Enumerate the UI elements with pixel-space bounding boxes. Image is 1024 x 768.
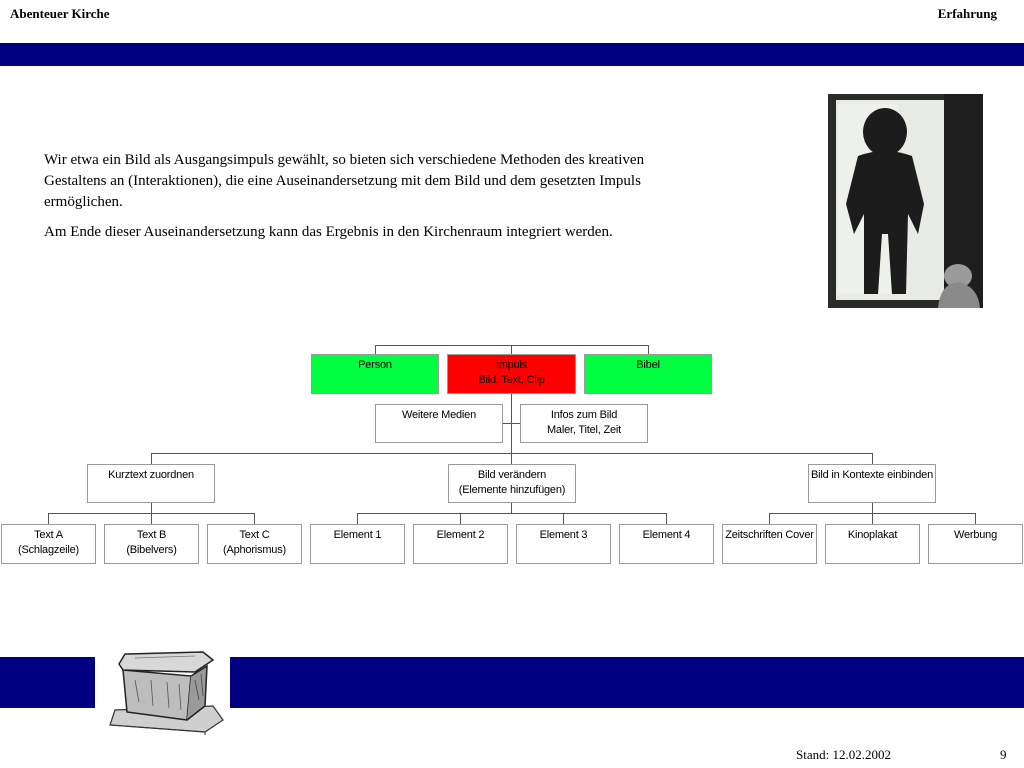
page-number: 9 (1000, 747, 1007, 762)
node-bild-in-kontexte-label: Bild in Kontexte einbinden (810, 469, 933, 481)
node-element-3 (516, 524, 611, 564)
node-werbung (928, 524, 1023, 564)
node-bibel (584, 354, 712, 394)
paragraph-2: Am Ende dieser Auseinandersetzung kann das Ergebnis in den Kirchenraum integriert werden. (44, 224, 613, 240)
altar-stone-icon (95, 640, 230, 735)
node-kurztext-label: Kurztext zuordnen (108, 469, 194, 481)
node-element-2 (413, 524, 508, 564)
header-section: Erfahrung (937, 6, 997, 21)
node-zeitschriften-label: Zeitschriften Cover (725, 529, 814, 541)
node-text-c (207, 524, 302, 564)
node-bild-in-kontexte (808, 464, 936, 503)
node-infos-zum-bild (520, 404, 648, 443)
node-weitere-medien (375, 404, 503, 443)
node-text-a-label: Text A (Schlagzeile) (18, 529, 79, 556)
logo-box (95, 640, 230, 735)
node-person-label: Person (358, 359, 392, 371)
node-element-3-label: Element 3 (539, 529, 588, 541)
node-werbung-label: Werbung (953, 529, 998, 541)
node-text-b (104, 524, 199, 564)
node-text-c-label: Text C (Aphorismus) (222, 529, 286, 556)
node-kurztext-zuordnen (87, 464, 215, 503)
node-infos-zum-bild-label: Infos zum Bild Maler, Titel, Zeit (546, 409, 622, 436)
header-title: Abenteuer Kirche (10, 6, 110, 21)
node-impuls-label: Impuls Bild, Text, Clip (478, 359, 545, 386)
node-element-4-label: Element 4 (642, 529, 691, 541)
node-weitere-medien-label: Weitere Medien (401, 409, 477, 421)
node-zeitschriften-cover (722, 524, 817, 564)
node-bild-veraendern-label: Bild verändern (Elemente hinzufügen) (458, 469, 566, 496)
node-person (311, 354, 439, 394)
node-bild-veraendern (448, 464, 576, 503)
node-text-b-label: Text B (Bibelvers) (126, 529, 177, 556)
node-impuls (447, 354, 576, 394)
node-element-1 (310, 524, 405, 564)
node-text-a (1, 524, 96, 564)
node-bibel-label: Bibel (636, 359, 660, 371)
footer-date: Stand: 12.02.2002 (796, 747, 891, 762)
node-kinoplakat-label: Kinoplakat (847, 529, 898, 541)
node-element-1-label: Element 1 (333, 529, 382, 541)
node-kinoplakat (825, 524, 920, 564)
paragraph-1: Wir etwa ein Bild als Ausgangsimpuls gewählt, so bieten sich verschiedene Methoden des kreativen Gestaltens an (Interaktionen), die eine Auseinandersetzung mit dem Bild und dem gesetzten Impuls ermöglichen. (44, 152, 645, 210)
node-element-4 (619, 524, 714, 564)
node-element-2-label: Element 2 (436, 529, 485, 541)
